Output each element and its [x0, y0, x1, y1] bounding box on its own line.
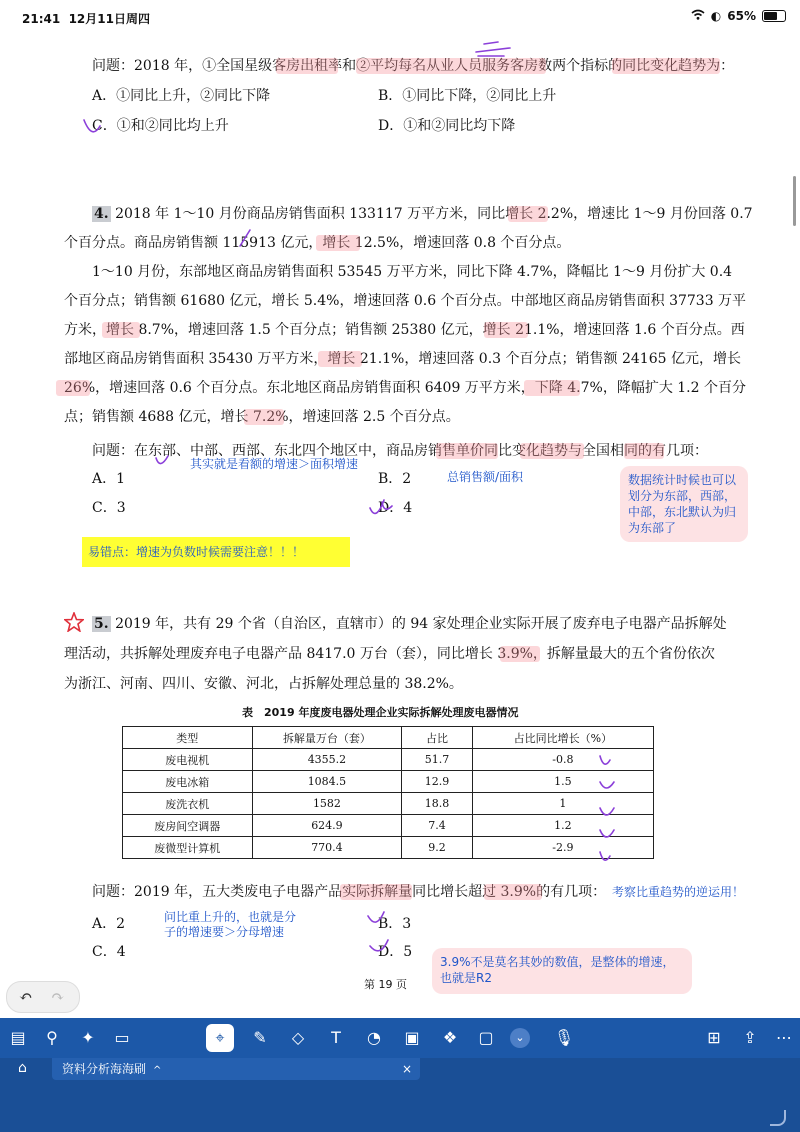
q5-option-a[interactable]: A．2: [92, 916, 126, 932]
q5-question: 问题：2019 年，五大类废电子电器产品实际拆解量同比增长超过 3.9%的有几项：: [92, 884, 607, 900]
shape-tool-icon[interactable]: ◔: [367, 1028, 381, 1047]
q4-line-3: 1～10 月份，东部地区商品房销售面积 53545 万平方米，同比下降 4.7%，降幅比 1～9 月份扩大 0.4: [92, 264, 733, 280]
check-mark: [156, 456, 168, 464]
image-tool-icon[interactable]: ▣: [404, 1028, 420, 1047]
check-mark: [600, 756, 610, 764]
q4-line-2: 个百分点。商品房销售额 115913 亿元，增长 12.5%，增速回落 0.8 个百分点。: [64, 235, 571, 251]
table-cell: 12.9: [402, 771, 472, 793]
q4-option-c[interactable]: C．3: [92, 500, 126, 516]
battery-percent: 65%: [727, 9, 756, 23]
handwritten-note: 考察比重趋势的逆运用！: [612, 885, 745, 899]
close-icon[interactable]: ×: [401, 1062, 412, 1076]
q4-option-a[interactable]: A．1: [92, 471, 126, 487]
handwritten-note: 其实就是看额的增速＞面积增速: [190, 457, 359, 471]
table-cell: -2.9: [472, 837, 653, 859]
note-bubble[interactable]: 数据统计时候也可以划分为东部，西部，中部，东北默认为归为东部了: [620, 466, 748, 542]
tab-document[interactable]: [52, 1058, 420, 1080]
home-icon[interactable]: ⌂: [18, 1060, 27, 1076]
handwritten-note: 总销售额/面积: [447, 470, 524, 484]
table-cell: 废房间空调器: [123, 815, 253, 837]
q3-option-d[interactable]: D．①和②同比均下降: [378, 118, 516, 134]
check-mark: [600, 782, 614, 788]
page-number: 第 19 页: [364, 978, 407, 991]
q3-option-a[interactable]: A．①同比上升，②同比下降: [92, 88, 271, 104]
table-cell: -0.8: [472, 749, 653, 771]
table-cell: 7.4: [402, 815, 472, 837]
check-mark: [84, 120, 100, 132]
undo-icon[interactable]: ↶: [19, 987, 33, 1006]
q5-number: 5.: [94, 616, 109, 632]
q5-option-c[interactable]: C．4: [92, 944, 126, 960]
chevron-down-icon[interactable]: ⌄: [510, 1028, 530, 1048]
table-cell: 4355.2: [252, 749, 402, 771]
table-cell: 废电冰箱: [123, 771, 253, 793]
table-cell: 51.7: [402, 749, 472, 771]
eraser-tool-icon[interactable]: ◇: [291, 1028, 305, 1047]
search-icon[interactable]: ⚲: [46, 1028, 58, 1047]
table-cell: 废洗衣机: [123, 793, 253, 815]
pen-tool-icon[interactable]: ✎: [253, 1028, 267, 1047]
table-cell: 624.9: [252, 815, 402, 837]
status-time: 21:41 12月11日周四: [22, 12, 150, 26]
q4-line-4: 个百分点；销售额 61680 亿元，增长 5.4%，增速回落 0.6 个百分点。中部地区商品房销售面积 37733 万平: [64, 293, 747, 309]
table-cell: 9.2: [402, 837, 472, 859]
microphone-icon[interactable]: 🎙: [553, 1028, 575, 1047]
document-icon[interactable]: ▭: [114, 1028, 130, 1047]
handwritten-note: 问比重上升的，也就是分子的增速要＞分母增速: [164, 910, 297, 939]
check-mark: [370, 940, 388, 951]
check-mark: [368, 912, 384, 922]
tab-label: 资料分析海海刷: [62, 1062, 147, 1076]
check-mark: [240, 230, 250, 246]
table-cell: 1.2: [472, 815, 653, 837]
ai-sparkle-icon[interactable]: ✦: [81, 1028, 95, 1047]
table-header: 占比同比增长（%）: [472, 727, 653, 749]
table-cell: 废微型计算机: [123, 837, 253, 859]
table-cell: 1084.5: [252, 771, 402, 793]
q5-option-d[interactable]: D．5: [378, 944, 413, 960]
q4-line-7: 26%，增速回落 0.6 个百分点。东北地区商品房销售面积 6409 万平方米，下降 4.7%，降幅扩大 1.2 个百分: [64, 380, 746, 396]
note-bubble[interactable]: 3.9%不是莫名其妙的数值，是整体的增速，也就是R2: [432, 948, 692, 994]
sidebar-icon[interactable]: ▤: [10, 1028, 26, 1047]
q4-line-5: 方米，增长 8.7%，增速回落 1.5 个百分点；销售额 25380 亿元，增长 21.1%，增速回落 1.6 个百分点。西: [64, 322, 745, 338]
add-page-icon[interactable]: ⊞: [707, 1028, 721, 1047]
q4-line-1: 4. 2018 年 1～10 月份商品房销售面积 133117 万平方米，同比增长 2.2%，增速比 1～9 月份回落 0.7: [94, 206, 753, 222]
table-header: 拆解量万台（套）: [252, 727, 402, 749]
redo-icon[interactable]: ↷: [51, 987, 65, 1006]
check-mark: [600, 852, 610, 860]
note-tool-icon[interactable]: ▢: [478, 1028, 494, 1047]
q3-option-c[interactable]: C．①和②同比均上升: [92, 118, 229, 134]
table-cell: 1582: [252, 793, 402, 815]
table-cell: 770.4: [252, 837, 402, 859]
table-cell: 1.5: [472, 771, 653, 793]
table-cell: 1: [472, 793, 653, 815]
q3-option-b[interactable]: B．①同比下降，②同比上升: [378, 88, 557, 104]
q3-question: 问题：2018 年，①全国星级客房出租率和②平均每名从业人员服务客房数两个指标的同比变化趋势为：: [92, 58, 735, 74]
more-icon[interactable]: ⋯: [776, 1028, 792, 1047]
table-title: 表 2019 年度废电器处理企业实际拆解处理废电器情况: [242, 706, 519, 719]
table-cell: 废电视机: [123, 749, 253, 771]
lasso-tool-icon[interactable]: ⌖: [206, 1024, 234, 1052]
q5-line-3: 为浙江、河南、四川、安徽、河北，占拆解处理总量的 38.2%。: [64, 676, 463, 692]
q5-option-b[interactable]: B．3: [378, 916, 412, 932]
annotation-toolbar: [0, 1018, 800, 1058]
sticker-tool-icon[interactable]: ❖: [442, 1028, 458, 1047]
chevron-up-icon: ^: [149, 1065, 162, 1076]
q5-line-2: 理活动，共拆解处理废弃电子电器产品 8417.0 万台（套），同比增长 3.9%，拆解量最大的五个省份依次: [64, 646, 715, 662]
q4-option-d[interactable]: D．4: [378, 500, 413, 516]
table-header: 类型: [123, 727, 253, 749]
q4-option-b[interactable]: B．2: [378, 471, 412, 487]
tab-bar: [0, 1058, 800, 1132]
pen-stroke: [476, 42, 510, 56]
table-cell: 18.8: [402, 793, 472, 815]
focus-icon: ◐: [710, 9, 722, 23]
q5-line-1: 5. 2019 年，共有 29 个省（自治区，直辖市）的 94 家处理企业实际开展了废弃电子电器产品拆解处: [94, 616, 727, 632]
text-tool-icon[interactable]: T: [331, 1028, 341, 1047]
check-mark: [600, 830, 614, 837]
share-icon[interactable]: ⇪: [743, 1028, 757, 1047]
check-mark: [600, 808, 614, 815]
error-point-note: 易错点：增速为负数时候需要注意！！！: [82, 537, 350, 567]
home-indicator: [770, 1110, 786, 1126]
table-header: 占比: [402, 727, 472, 749]
q4-line-6: 部地区商品房销售面积 35430 万平方米，增长 21.1%，增速回落 0.3 个百分点；销售额 24165 亿元，增长: [64, 351, 741, 367]
q4-question: 问题：在东部、中部、西部、东北四个地区中，商品房销售单价同比变化趋势与全国相同的有几项：: [92, 443, 708, 459]
q4-number: 4.: [94, 206, 109, 222]
q4-line-8: 点；销售额 4688 亿元，增长 7.2%，增速回落 2.5 个百分点。: [64, 409, 460, 425]
